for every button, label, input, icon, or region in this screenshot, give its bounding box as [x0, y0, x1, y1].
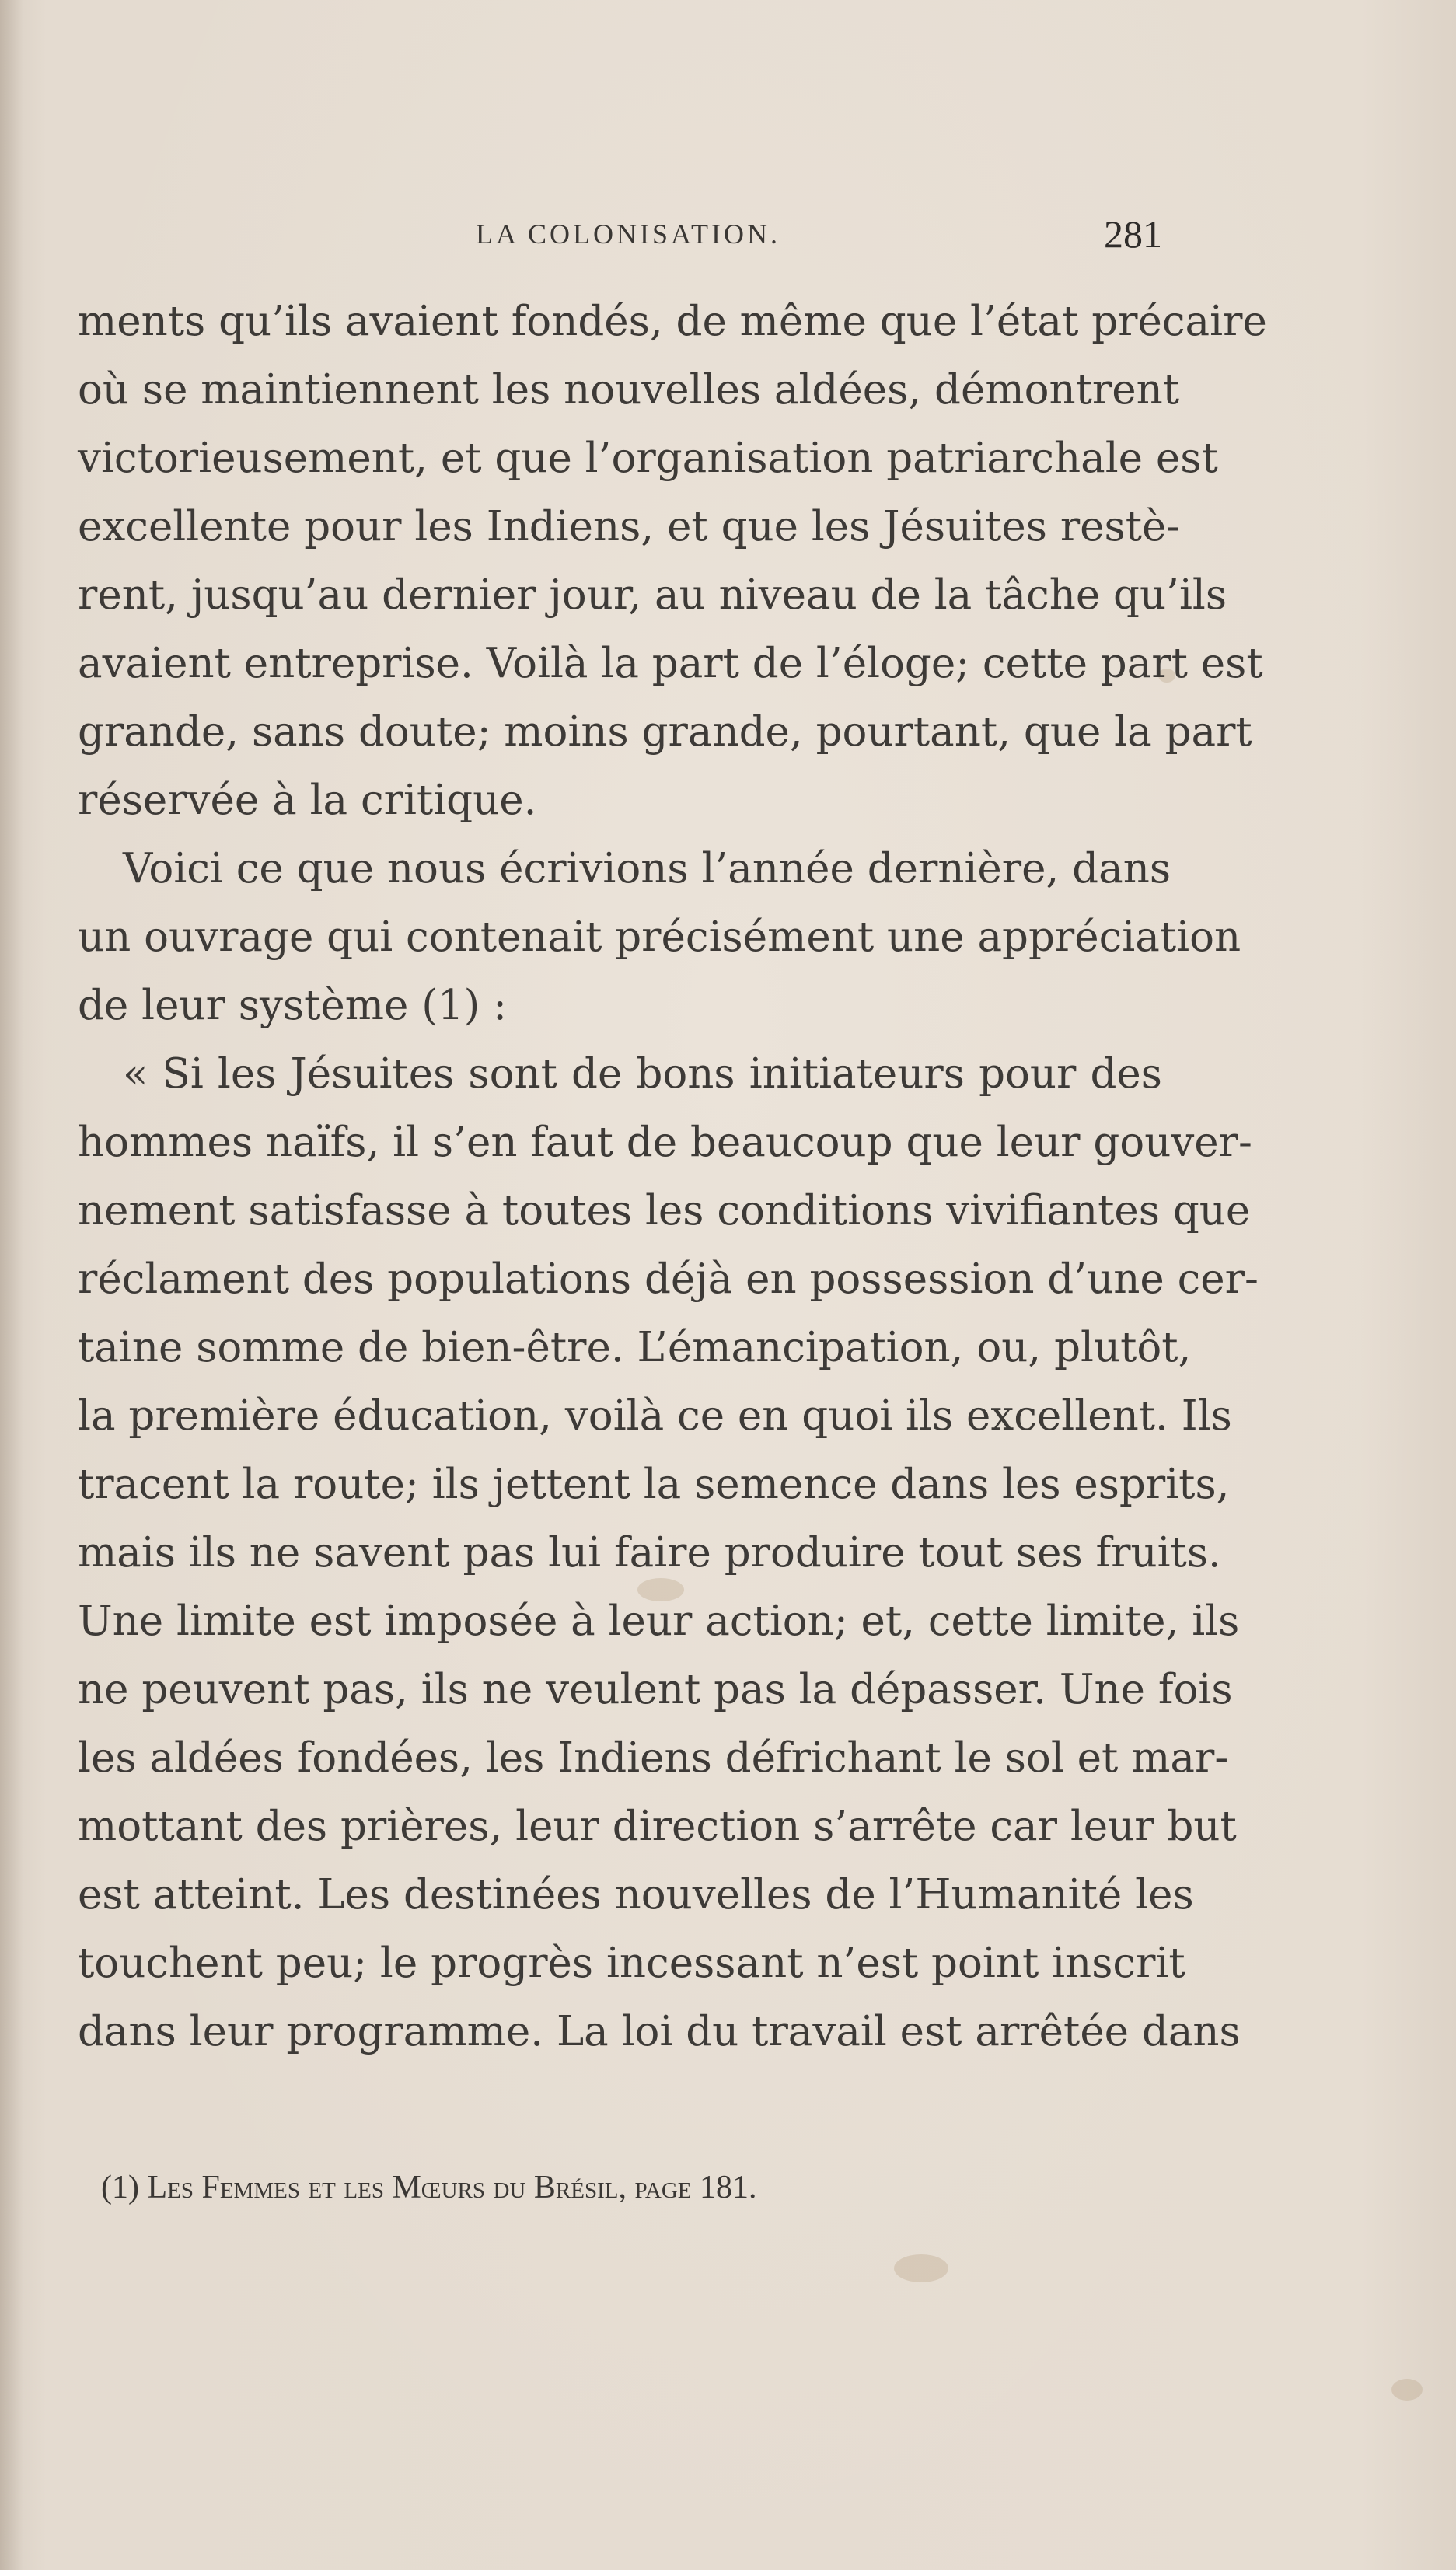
- spine-shadow: [0, 0, 23, 2570]
- page-header: [78, 208, 1162, 263]
- text-line: est atteint. Les destinées nouvelles de l’Humanité les: [78, 1871, 1194, 1919]
- text-line: ne peuvent pas, ils ne veulent pas la dépasser. Une fois: [78, 1666, 1233, 1713]
- footnote: (1) Les Femmes et les Mœurs du Brésil, page 181.: [101, 2170, 757, 2205]
- text-line: dans leur programme. La loi du travail est arrêtée dans: [78, 2008, 1241, 2055]
- text-line: nement satisfasse à toutes les conditions vivifiantes que: [78, 1187, 1251, 1234]
- page-number: 281: [1104, 212, 1162, 256]
- body-text: [78, 288, 1267, 2066]
- text-line: réservée à la critique.: [78, 777, 537, 824]
- text-line: les aldées fondées, les Indiens défrichant le sol et mar-: [78, 1734, 1229, 1782]
- text-line: mottant des prières, leur direction s’arrête car leur but: [78, 1803, 1237, 1850]
- text-line: un ouvrage qui contenait précisément une appréciation: [78, 913, 1241, 961]
- text-line: « Si les Jésuites sont de bons initiateurs pour des: [123, 1050, 1162, 1098]
- text-line: victorieusement, et que l’organisation patriarchale est: [78, 435, 1218, 482]
- text-line: de leur système (1) :: [78, 982, 508, 1029]
- text-line: touchent peu; le progrès incessant n’est point inscrit: [78, 1940, 1185, 1987]
- text-line: mais ils ne savent pas lui faire produire tout ses fruits.: [78, 1529, 1221, 1577]
- text-line: avaient entreprise. Voilà la part de l’éloge; cette part est: [78, 640, 1263, 687]
- text-line: hommes naïfs, il s’en faut de beaucoup que leur gouver-: [78, 1119, 1252, 1166]
- text-line: ments qu’ils avaient fondés, de même que l’état précaire: [78, 298, 1267, 345]
- foxing-stain: [1391, 2379, 1423, 2401]
- text-line: où se maintiennent les nouvelles aldées, démontrent: [78, 366, 1180, 414]
- foxing-stain: [894, 2254, 948, 2282]
- text-line: taine somme de bien-être. L’émancipation, ou, plutôt,: [78, 1324, 1192, 1371]
- text-line: réclament des populations déjà en possession d’une cer-: [78, 1255, 1259, 1303]
- text-line: Une limite est imposée à leur action; et, cette limite, ils: [78, 1598, 1240, 1645]
- text-line: grande, sans doute; moins grande, pourtant, que la part: [78, 708, 1252, 756]
- text-line: rent, jusqu’au dernier jour, au niveau de la tâche qu’ils: [78, 571, 1227, 619]
- text-line: excellente pour les Indiens, et que les Jésuites restè-: [78, 503, 1181, 550]
- running-head: LA COLONISATION.: [476, 218, 780, 250]
- text-line: Voici ce que nous écrivions l’année dernière, dans: [123, 845, 1171, 892]
- text-line: tracent la route; ils jettent la semence dans les esprits,: [78, 1461, 1230, 1508]
- text-line: la première éducation, voilà ce en quoi ils excellent. Ils: [78, 1392, 1232, 1440]
